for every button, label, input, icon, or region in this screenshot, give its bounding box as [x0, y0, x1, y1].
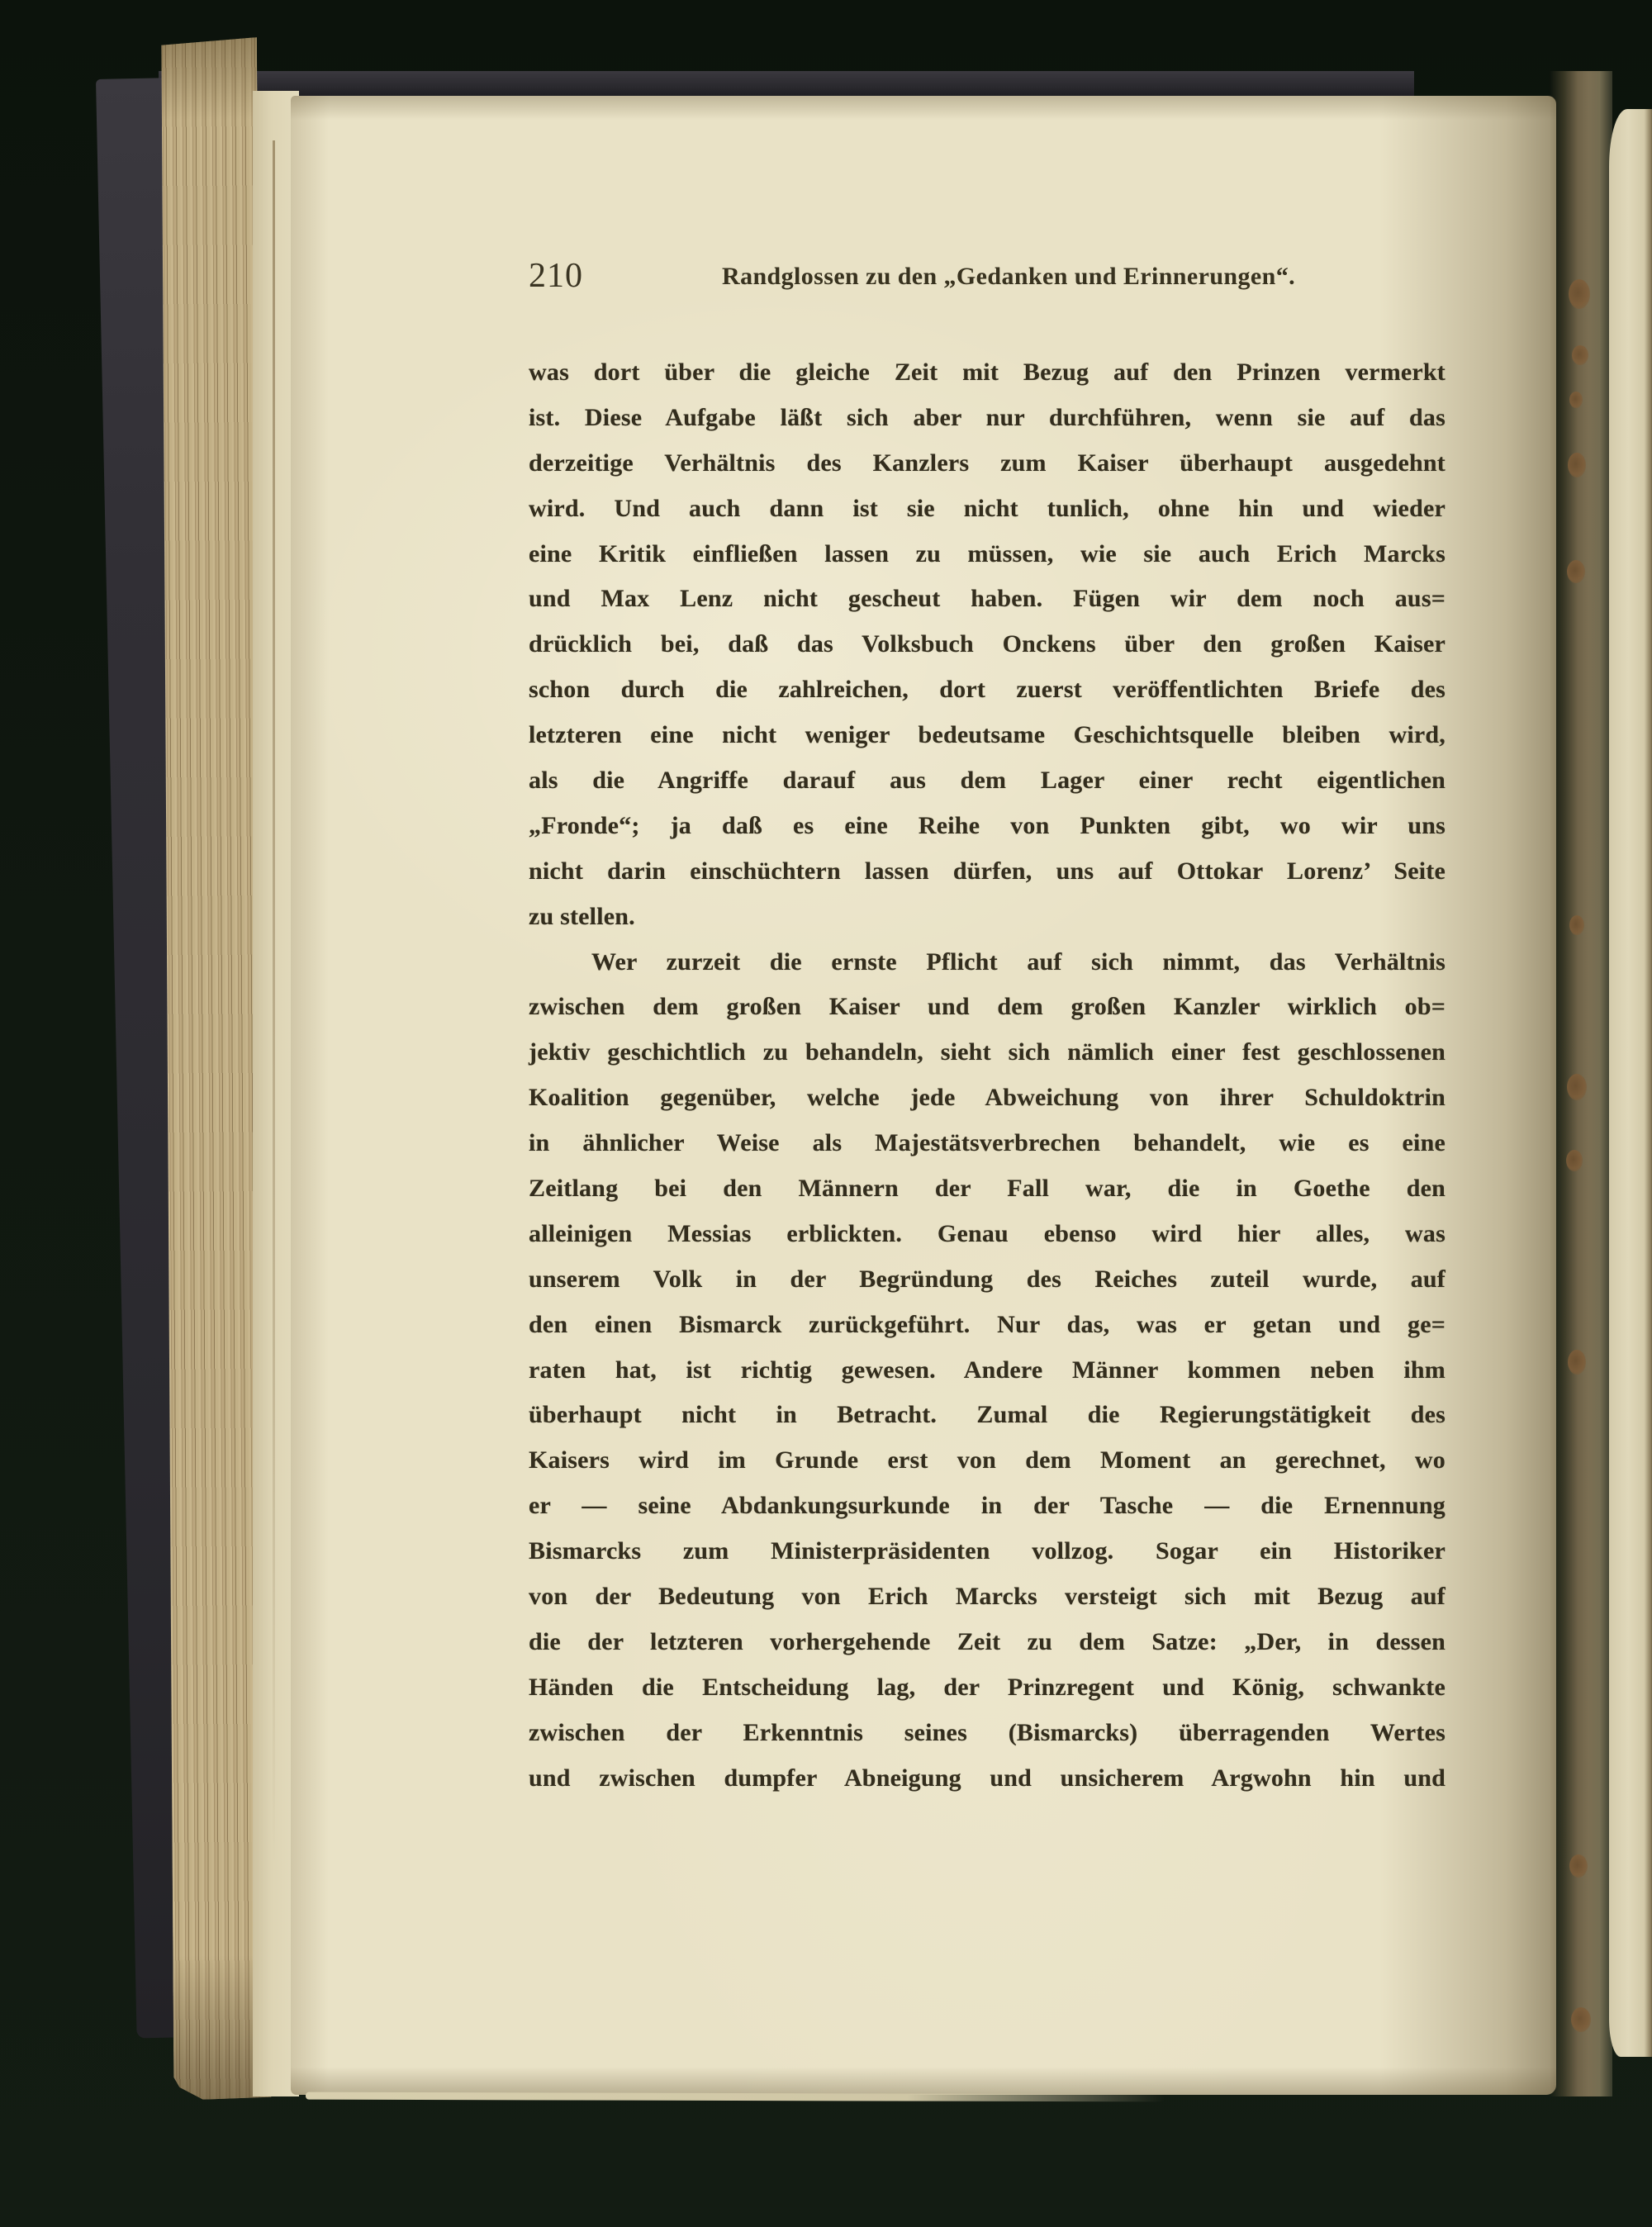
- running-header: [529, 254, 1447, 294]
- text-line: die der letzteren vorhergehende Zeit zu dem Satze: „Der, in dessen: [529, 1627, 1446, 1655]
- text-line: in ähnlicher Weise als Majestätsverbrechen behandelt, wie es eine: [529, 1129, 1446, 1157]
- foxing-spot: [1569, 279, 1590, 309]
- text-line: drücklich bei, daß das Volksbuch Onckens über den großen Kaiser: [529, 630, 1446, 658]
- text-line: raten hat, ist richtig gewesen. Andere Männer kommen neben ihm: [529, 1356, 1446, 1384]
- text-line: unserem Volk in der Begründung des Reiches zuteil wurde, auf: [529, 1265, 1446, 1293]
- text-line: und Max Lenz nicht gescheut haben. Fügen wir dem noch aus=: [529, 585, 1446, 613]
- text-line: überhaupt nicht in Betracht. Zumal die Regierungstätigkeit des: [529, 1401, 1446, 1429]
- foxing-spot: [1568, 453, 1586, 477]
- text-line: nicht darin einschüchtern lassen dürfen, uns auf Ottokar Lorenz’ Seite: [529, 857, 1446, 885]
- foxing-spot: [1566, 1150, 1583, 1171]
- paragraph: [529, 940, 1446, 1802]
- foxing-spot: [1568, 1350, 1586, 1375]
- paragraph: [529, 350, 1446, 940]
- text-line: Koalition gegenüber, welche jede Abweichung von ihrer Schuldoktrin: [529, 1084, 1446, 1112]
- page-number: 210: [529, 257, 583, 295]
- text-body: [529, 350, 1446, 1802]
- foxing-spot: [1569, 392, 1583, 408]
- text-line: und zwischen dumpfer Abneigung und unsicherem Argwohn hin und: [529, 1764, 1446, 1792]
- text-line: letzteren eine nicht weniger bedeutsame Geschichtsquelle bleiben wird,: [529, 721, 1446, 749]
- foxing-spot: [1567, 1074, 1587, 1100]
- running-header-title: Randglossen zu den „Gedanken und Erinnerungen“.: [722, 263, 1295, 290]
- text-line: jektiv geschichtlich zu behandeln, sieht sich nämlich einer fest geschlossenen: [529, 1038, 1446, 1066]
- text-line: alleinigen Messias erblickten. Genau ebenso wird hier alles, was: [529, 1219, 1446, 1247]
- underlying-page-edge: [306, 2092, 1165, 2102]
- text-line: Zeitlang bei den Männern der Fall war, die in Goethe den: [529, 1175, 1446, 1203]
- text-line: er — seine Abdankungsurkunde in der Tasche — die Ernennung: [529, 1492, 1446, 1520]
- foxing-spot: [1571, 2007, 1591, 2032]
- text-line: Händen die Entscheidung lag, der Prinzregent und König, schwankte: [529, 1673, 1446, 1701]
- text-line: als die Angriffe darauf aus dem Lager einer recht eigentlichen: [529, 767, 1446, 795]
- foxing-spot: [1569, 1854, 1588, 1878]
- text-line: ist. Diese Aufgabe läßt sich aber nur durchführen, wenn sie auf das: [529, 403, 1446, 431]
- text-line: Kaisers wird im Grunde erst von dem Moment an gerechnet, wo: [529, 1446, 1446, 1474]
- text-line: Wer zurzeit die ernste Pflicht auf sich nimmt, das Verhältnis: [591, 947, 1446, 976]
- text-line: den einen Bismarck zurückgeführt. Nur das, was er getan und ge=: [529, 1310, 1446, 1338]
- book-cover-top-edge: [159, 71, 1414, 97]
- text-line: wird. Und auch dann ist sie nicht tunlich, ohne hin und wieder: [529, 494, 1446, 522]
- text-line: derzeitige Verhältnis des Kanzlers zum Kaiser überhaupt ausgedehnt: [529, 449, 1446, 477]
- text-line: was dort über die gleiche Zeit mit Bezug auf den Prinzen vermerkt: [529, 359, 1446, 386]
- foxing-spot: [1567, 560, 1585, 583]
- text-line: zu stellen.: [529, 902, 635, 930]
- text-line: schon durch die zahlreichen, dort zuerst veröffentlichten Briefe des: [529, 676, 1446, 704]
- foxing-spot: [1572, 345, 1588, 365]
- text-line: eine Kritik einfließen lassen zu müssen, wie sie auch Erich Marcks: [529, 539, 1446, 567]
- text-line: „Fronde“; ja daß es eine Reihe von Punkten gibt, wo wir uns: [529, 811, 1446, 839]
- text-line: Bismarcks zum Ministerpräsidenten vollzog. Sogar ein Historiker: [529, 1537, 1446, 1565]
- text-line: zwischen dem großen Kaiser und dem großen Kanzler wirklich ob=: [529, 993, 1446, 1021]
- foxing-spot: [1569, 915, 1584, 935]
- facing-page-edge: [1609, 109, 1652, 2057]
- text-line: zwischen der Erkenntnis seines (Bismarcks) überragenden Wertes: [529, 1718, 1446, 1746]
- text-line: von der Bedeutung von Erich Marcks versteigt sich mit Bezug auf: [529, 1583, 1446, 1611]
